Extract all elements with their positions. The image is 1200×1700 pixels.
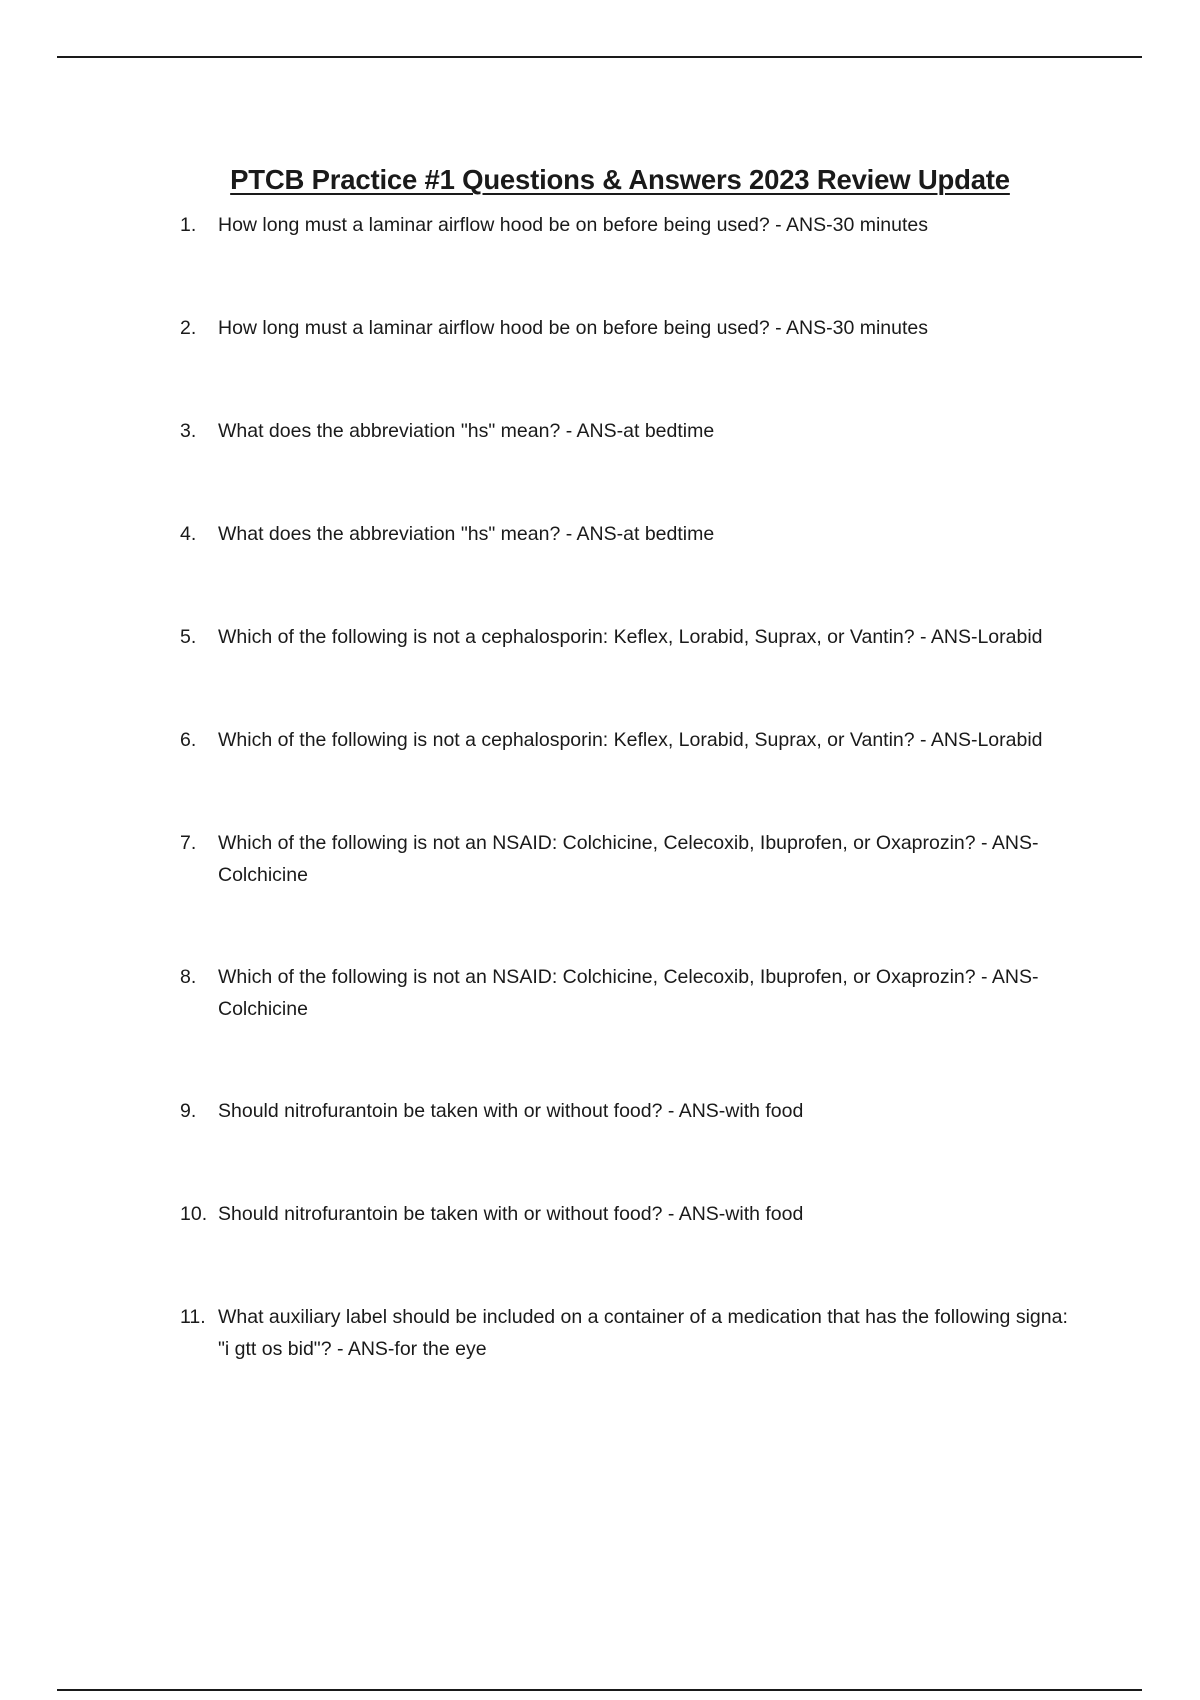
question-text: Which of the following is not a cephalosporin: Keflex, Lorabid, Suprax, or Vantin? - ANS-Lorabid (218, 729, 1043, 751)
question-number: 5. (180, 626, 197, 648)
question-number: 4. (180, 523, 197, 545)
top-rule (57, 56, 1142, 58)
question-number: 7. (180, 832, 197, 854)
question-text: What does the abbreviation "hs" mean? - ANS-at bedtime (218, 420, 715, 442)
question-number: 9. (180, 1100, 197, 1122)
question-number: 3. (180, 420, 197, 442)
question-number: 10. (180, 1203, 208, 1225)
question-number: 8. (180, 966, 197, 988)
question-text: What does the abbreviation "hs" mean? - ANS-at bedtime (218, 523, 715, 545)
question-number: 2. (180, 317, 197, 339)
question-text: Which of the following is not an NSAID: Colchicine, Celecoxib, Ibuprofen, or Oxaprozin? - ANS-Colchicine (218, 832, 1039, 886)
question-text: How long must a laminar airflow hood be on before being used? - ANS-30 minutes (218, 317, 928, 339)
question-text: Which of the following is not an NSAID: Colchicine, Celecoxib, Ibuprofen, or Oxaprozin? - ANS-Colchicine (218, 966, 1039, 1020)
document-title: PTCB Practice #1 Questions & Answers 2023 Review Update (230, 164, 1010, 196)
question-text: Which of the following is not a cephalosporin: Keflex, Lorabid, Suprax, or Vantin? - ANS-Lorabid (218, 626, 1043, 648)
question-text: How long must a laminar airflow hood be on before being used? - ANS-30 minutes (218, 214, 928, 236)
question-text: What auxiliary label should be included on a container of a medication that has the following signa: "i gtt os bid"? - ANS-for the eye (218, 1306, 1068, 1360)
question-text: Should nitrofurantoin be taken with or without food? - ANS-with food (218, 1100, 804, 1122)
question-number: 1. (180, 214, 197, 236)
question-text: Should nitrofurantoin be taken with or without food? - ANS-with food (218, 1203, 804, 1225)
bottom-rule (57, 1689, 1142, 1691)
question-number: 6. (180, 729, 197, 751)
question-number: 11. (180, 1306, 206, 1328)
